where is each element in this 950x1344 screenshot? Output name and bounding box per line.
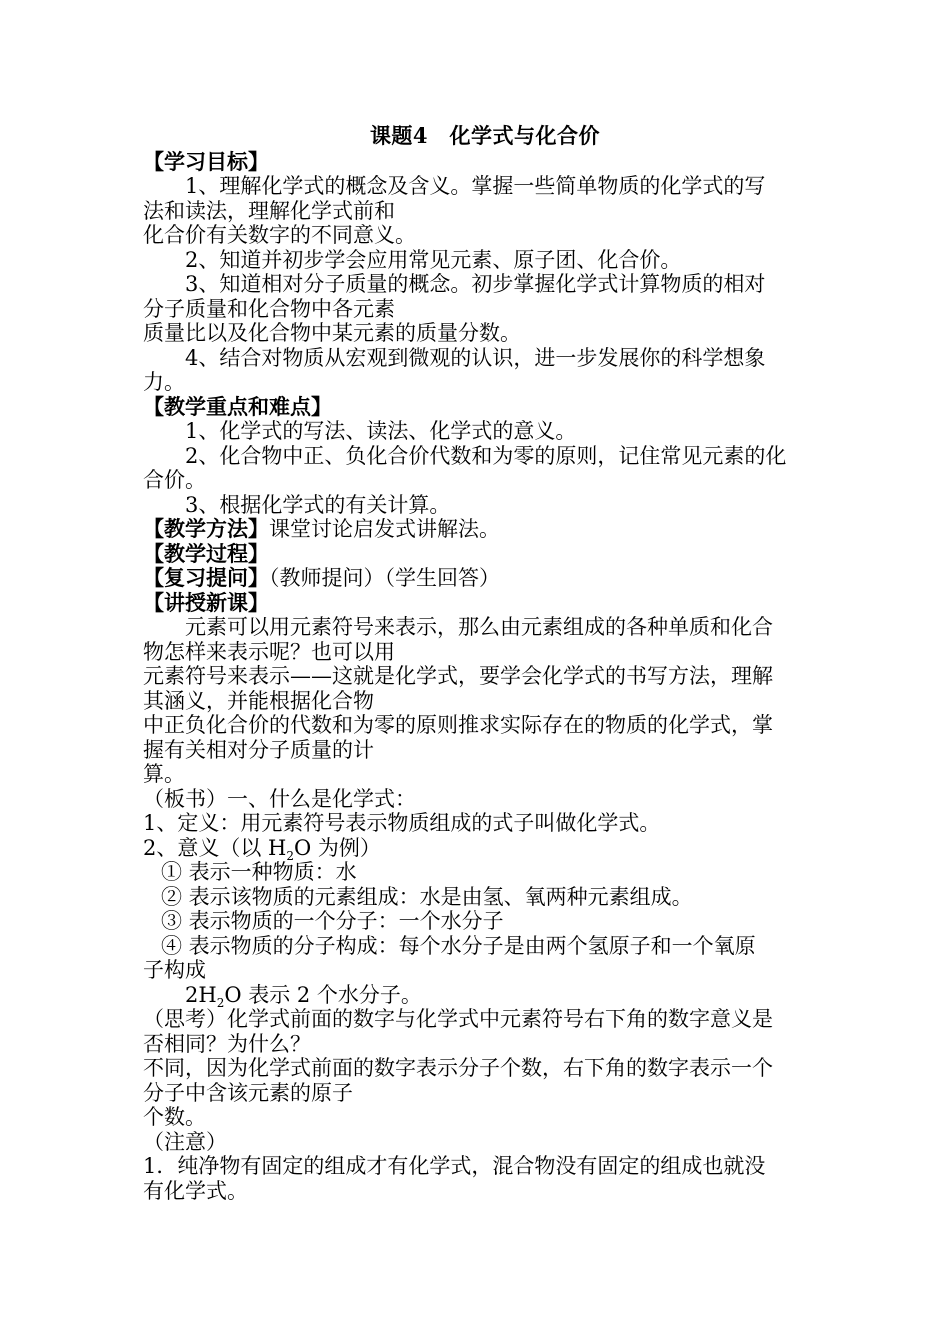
objective-3-line-2: 分子质量和化合物中各元素 — [143, 296, 395, 321]
newlesson-heading: 【讲授新课】 — [143, 589, 269, 615]
review-text: （教师提问）（学生回答） — [269, 566, 500, 590]
objective-1-line-1: 1、理解化学式的概念及含义。掌握一些简单物质的化学式的写 — [185, 174, 766, 198]
review-heading: 【复习提问】 — [143, 565, 269, 590]
keypoint-1-line-1: 1、化学式的写法、读法、化学式的意义。 — [185, 419, 577, 443]
newlesson-line-5: 中正负化合价的代数和为零的原则推求实际存在的物质的化学式，掌 — [143, 713, 773, 737]
method-text: 课堂讨论启发式讲解法。 — [269, 517, 500, 541]
meaning-item-4: ④ 表示物质的分子构成：每个水分子是由两个氢原子和一个氧原 — [161, 933, 756, 958]
objectives-heading: 【学习目标】 — [143, 148, 269, 174]
objective-4-line-1: 4、结合对物质从宏观到微观的认识，进一步发展你的科学想象 — [185, 345, 766, 370]
review-line — [143, 566, 813, 591]
meaning-subscript: 2 — [286, 848, 294, 863]
objective-4-line-2: 力。 — [143, 370, 185, 394]
think-line-3: 不同，因为化学式前面的数字表示分子个数，右下角的数字表示一个 — [143, 1056, 773, 1080]
newlesson-line-1: 元素可以用元素符号来表示，那么由元素组成的各种单质和化合 — [185, 615, 773, 639]
definition-line: 1、定义：用元素符号表示物质组成的式子叫做化学式。 — [143, 811, 661, 835]
newlesson-line-3: 元素符号来表示——这就是化学式，要学会化学式的书写方法，理解 — [143, 664, 773, 688]
meaning-item-3: ③ 表示物质的一个分子：一个水分子 — [161, 909, 504, 933]
objective-3-line-3: 质量比以及化合物中某元素的质量分数。 — [143, 321, 521, 345]
objective-1-line-2: 法和读法，理解化学式前和 — [143, 198, 395, 223]
meaning-line — [143, 836, 813, 861]
h2o-subscript: 2 — [216, 995, 225, 1010]
meaning-item-2: ② 表示该物质的元素组成：水是由氢、氧两种元素组成。 — [161, 884, 693, 909]
board-title: （板书）一、什么是化学式： — [143, 786, 416, 811]
newlesson-line-4: 其涵义，并能根据化合物 — [143, 688, 374, 713]
meaning-suffix: O 为例） — [294, 835, 381, 860]
newlesson-line-2: 物怎样来表示呢？也可以用 — [143, 639, 395, 664]
think-line-5: 个数。 — [143, 1105, 206, 1129]
newlesson-line-6: 握有关相对分子质量的计 — [143, 737, 374, 762]
think-line-4: 分子中含该元素的原子 — [143, 1080, 353, 1105]
think-line-1: （思考）化学式前面的数字与化学式中元素符号右下角的数字意义是 — [143, 1007, 773, 1031]
method-line — [143, 517, 813, 542]
objective-1-line-3: 化合价有关数字的不同意义。 — [143, 223, 416, 247]
keypoint-3-line-1: 3、根据化学式的有关计算。 — [185, 492, 451, 517]
method-heading: 【教学方法】 — [143, 516, 269, 541]
document-page — [143, 124, 813, 1203]
h2o-line — [143, 983, 813, 1008]
note-line-1: 1．纯净物有固定的组成才有化学式，混合物没有固定的组成也就没 — [143, 1154, 766, 1178]
h2o-suffix: O 表示 2 个水分子。 — [224, 982, 422, 1007]
objective-3-line-1: 3、知道相对分子质量的概念。初步掌握化学式计算物质的相对 — [185, 272, 766, 296]
page-title: 课题4 化学式与化合价 — [369, 123, 601, 148]
process-heading: 【教学过程】 — [143, 540, 269, 566]
note-line-2: 有化学式。 — [143, 1178, 248, 1203]
h2o-prefix: 2H — [185, 982, 217, 1007]
meaning-prefix: 2、意义（以 H — [143, 835, 287, 860]
meaning-item-1: ① 表示一种物质：水 — [161, 860, 357, 884]
meaning-item-4-cont: 子构成 — [143, 958, 206, 982]
think-line-2: 否相同？为什么？ — [143, 1031, 311, 1056]
keypoint-2-line-2: 合价。 — [143, 468, 206, 492]
keypoint-2-line-1: 2、化合物中正、负化合价代数和为零的原则，记住常见元素的化 — [185, 443, 787, 468]
keypoints-heading: 【教学重点和难点】 — [143, 393, 332, 419]
objective-2-line-1: 2、知道并初步学会应用常见元素、原子团、化合价。 — [185, 247, 682, 272]
note-heading: （注意） — [143, 1129, 227, 1154]
newlesson-line-7: 算。 — [143, 762, 185, 786]
